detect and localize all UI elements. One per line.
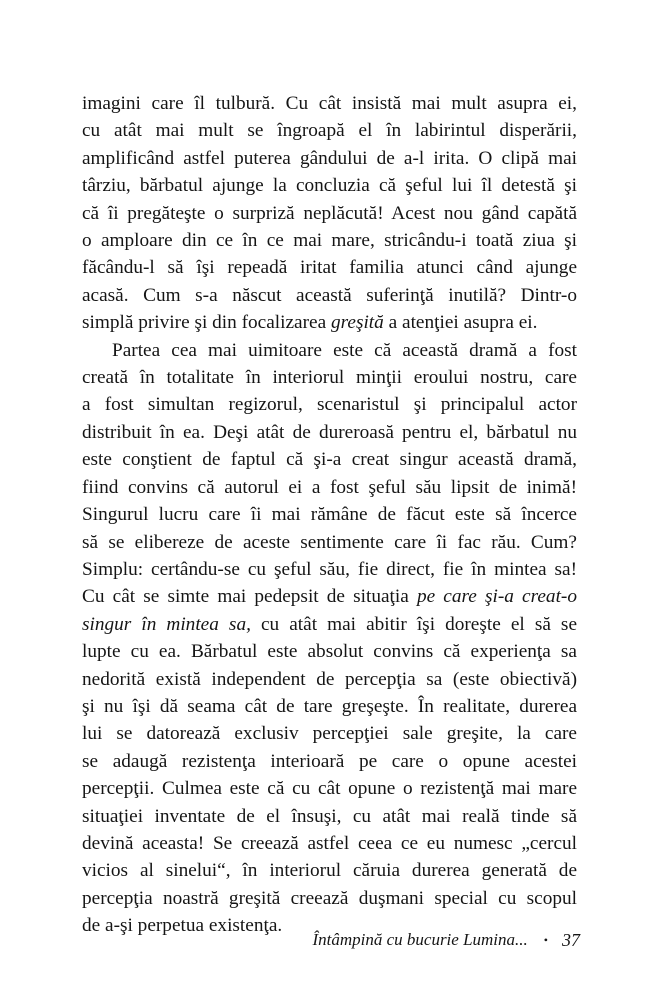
text-line: situaţiei inventate de el însuşi, cu atât mai reală tinde să <box>82 805 577 827</box>
text-line: amplificând astfel puterea gândului de a-l irita. O clipă mai <box>82 147 577 169</box>
italic-text: greşită <box>330 312 384 334</box>
body-text <box>82 90 577 940</box>
text-line <box>82 583 577 610</box>
text-line: târziu, bărbatul ajunge la concluzia că şeful lui îl detestă şi <box>82 175 577 197</box>
text-line: distribuit în ea. Deşi atât de dureroasă pentru el, bărbatul nu <box>82 421 577 443</box>
text-line: percepţia noastră greşită creează duşmani special cu scopul <box>82 887 577 909</box>
text-line: Simplu: certându-se cu şeful său, fie direct, fie în mintea sa! <box>82 558 577 580</box>
text-line <box>82 611 577 638</box>
text-line: să se elibereze de aceste sentimente care îi fac rău. Cum? <box>82 531 577 553</box>
text-line: de a-şi perpetua existenţa. <box>82 915 283 937</box>
page-number: 37 <box>562 929 580 950</box>
text-line: imagini care îl tulbură. Cu cât insistă mai mult asupra ei, <box>82 93 577 114</box>
text-line: că îi pregăteşte o surpriză neplăcută! Acest nou gând capătă <box>82 202 577 224</box>
text-segment: simplă privire şi din focalizarea <box>82 312 331 334</box>
text-line: o amploare din ce în ce mai mare, stricându-i toată ziua şi <box>82 230 577 252</box>
text-segment: a atenţiei asupra ei. <box>383 312 538 334</box>
text-line: şi nu îşi dă seama cât de tare greşeşte. În realitate, durerea <box>82 695 577 717</box>
text-line: lupte cu ea. Bărbatul este absolut convins că experienţa sa <box>82 641 577 663</box>
text-line: vicios al sinelui“, în interiorul căruia durerea generată de <box>82 860 577 882</box>
text-line: fiind convins că autorul ei a fost şeful său lipsit de inimă! <box>82 476 577 498</box>
text-line: a fost simultan regizorul, scenaristul şi principalul actor <box>82 394 577 416</box>
footer-bullet-separator: • <box>543 932 548 947</box>
text-line: acasă. Cum s-a născut această suferinţă inutilă? Dintr-o <box>82 284 577 306</box>
text-line: nedorită există independent de percepţia sa (este obiectivă) <box>82 668 577 690</box>
text-line: lui se datorează exclusiv percepţiei sale greşite, la care <box>82 723 577 745</box>
italic-text: singur în mintea sa, <box>82 613 251 635</box>
text-line: făcându-l să îşi repeadă iritat familia atunci când ajunge <box>82 257 577 279</box>
text-line: Partea cea mai uimitoare este că această dramă a fost <box>112 339 577 361</box>
text-segment: Cu cât se simte mai pedepsit de situaţia <box>82 586 417 608</box>
text-segment: cu atât mai abitir îşi doreşte el să se <box>250 613 577 635</box>
text-line: cu atât mai mult se îngroapă el în labirintul disperării, <box>82 120 577 142</box>
text-line: devină aceasta! Se creează astfel ceea ce eu numesc „cercul <box>82 832 577 854</box>
text-line: Singurul lucru care îi mai rămâne de făcut este să încerce <box>82 504 577 526</box>
running-title: Întâmpină cu bucurie Lumina... <box>312 930 528 949</box>
text-line: creată în totalitate în interiorul minţii eroului nostru, care <box>82 367 577 389</box>
text-line: percepţii. Culmea este că cu cât opune o rezistenţă mai mare <box>82 778 577 800</box>
text-line: se adaugă rezistenţa interioară pe care o opune acestei <box>82 750 577 772</box>
text-line: este conştient de faptul că şi-a creat singur această dramă, <box>82 449 577 471</box>
page-footer <box>300 925 580 955</box>
italic-text: pe care şi-a creat-o <box>416 586 577 608</box>
text-line <box>82 309 577 336</box>
